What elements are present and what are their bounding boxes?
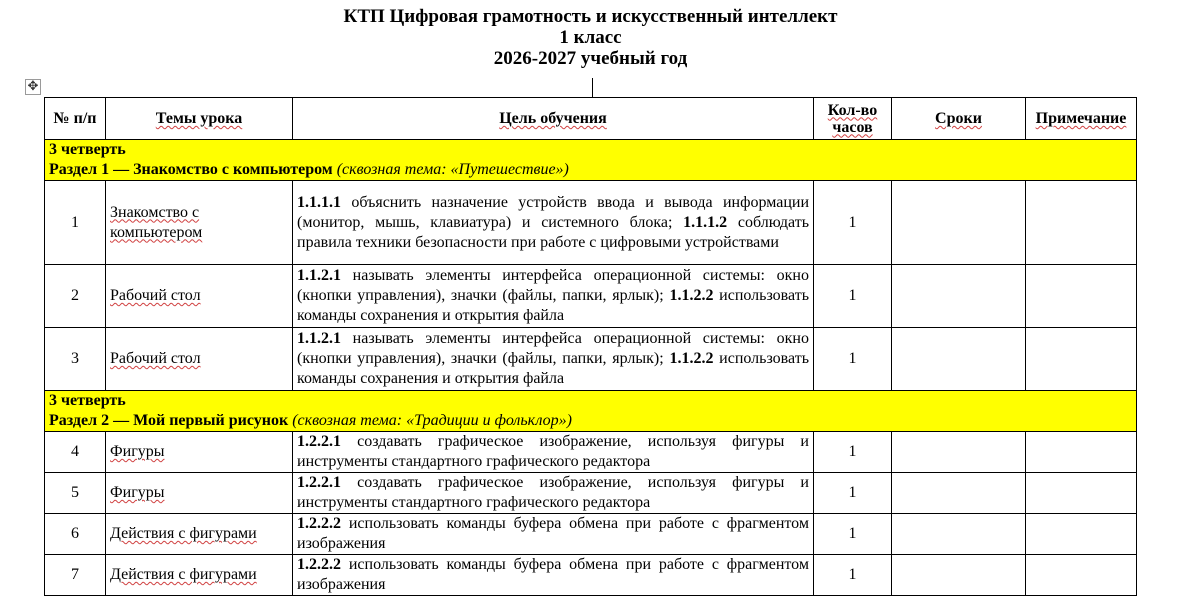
- table-row: [45, 555, 1137, 596]
- row-topic: Рабочий стол: [106, 328, 293, 391]
- row-goal: 1.2.2.1 создавать графическое изображение, используя фигуры и инструменты стандартного графического редактора: [293, 432, 814, 473]
- row-dates[interactable]: [892, 432, 1026, 473]
- section-header: [45, 391, 1137, 432]
- row-notes[interactable]: [1026, 181, 1137, 265]
- row-hours: 1: [814, 265, 892, 328]
- row-dates[interactable]: [892, 181, 1026, 265]
- table-row: [45, 181, 1137, 265]
- table-header-row: [45, 98, 1137, 140]
- row-notes[interactable]: [1026, 473, 1137, 514]
- row-dates[interactable]: [892, 328, 1026, 391]
- section-label: Раздел 2 — Мой первый рисунок: [49, 412, 289, 429]
- row-notes[interactable]: [1026, 555, 1137, 596]
- row-dates[interactable]: [892, 265, 1026, 328]
- row-goal: 1.2.2.2 использовать команды буфера обмена при работе с фрагментом изображения: [293, 514, 814, 555]
- row-topic: Действия с фигурами: [106, 555, 293, 596]
- table-row: [45, 473, 1137, 514]
- table-move-handle-icon[interactable]: ✥: [25, 79, 41, 95]
- row-topic: Действия с фигурами: [106, 514, 293, 555]
- row-notes[interactable]: [1026, 328, 1137, 391]
- section-quarter: 3 четверть: [49, 141, 126, 158]
- row-num: 7: [45, 555, 106, 596]
- row-num: 5: [45, 473, 106, 514]
- row-notes[interactable]: [1026, 265, 1137, 328]
- row-dates[interactable]: [892, 473, 1026, 514]
- row-num: 1: [45, 181, 106, 265]
- header-topic: Темы урока: [106, 98, 293, 140]
- section-cross-theme: (сквозная тема: «Традиции и фольклор»): [292, 412, 572, 429]
- row-num: 3: [45, 328, 106, 391]
- document-title: [0, 6, 1181, 69]
- section-row: [45, 391, 1137, 432]
- section-label: Раздел 1 — Знакомство с компьютером: [49, 161, 333, 178]
- row-num: 6: [45, 514, 106, 555]
- section-cross-theme: (сквозная тема: «Путешествие»): [336, 161, 569, 178]
- row-topic: Фигуры: [106, 432, 293, 473]
- row-hours: 1: [814, 181, 892, 265]
- title-line-1: КТП Цифровая грамотность и искусственный интеллект: [343, 6, 838, 27]
- row-dates[interactable]: [892, 555, 1026, 596]
- row-goal: 1.2.2.1 создавать графическое изображение, используя фигуры и инструменты стандартного графического редактора: [293, 473, 814, 514]
- title-line-3: 2026-2027 учебный год: [493, 48, 688, 69]
- section-quarter: 3 четверть: [49, 392, 126, 409]
- header-dates: Сроки: [892, 98, 1026, 140]
- section-row: [45, 140, 1137, 181]
- row-topic: Знакомство с компьютером: [106, 181, 293, 265]
- row-topic: Рабочий стол: [106, 265, 293, 328]
- header-goal: Цель обучения: [293, 98, 814, 140]
- table-row: [45, 328, 1137, 391]
- row-dates[interactable]: [892, 514, 1026, 555]
- row-notes[interactable]: [1026, 514, 1137, 555]
- row-notes[interactable]: [1026, 432, 1137, 473]
- header-hours: Кол-во часов: [814, 98, 892, 140]
- ktp-table: [44, 97, 1137, 596]
- row-num: 2: [45, 265, 106, 328]
- row-hours: 1: [814, 432, 892, 473]
- text-cursor: [592, 78, 593, 98]
- header-num: № п/п: [45, 98, 106, 140]
- row-goal: 1.1.2.1 называть элементы интерфейса операционной системы: окно (кнопки управления), значки (файлы, папки, ярлык); 1.1.2.2 использовать команды сохранения и открытия файла: [293, 328, 814, 391]
- row-goal: 1.1.2.1 называть элементы интерфейса операционной системы: окно (кнопки управления), значки (файлы, папки, ярлык); 1.1.2.2 использовать команды сохранения и открытия файла: [293, 265, 814, 328]
- header-notes: Примечание: [1026, 98, 1137, 140]
- row-topic: Фигуры: [106, 473, 293, 514]
- row-hours: 1: [814, 328, 892, 391]
- row-hours: 1: [814, 473, 892, 514]
- table-row: [45, 432, 1137, 473]
- table-row: [45, 514, 1137, 555]
- row-num: 4: [45, 432, 106, 473]
- section-header: [45, 140, 1137, 181]
- row-goal: 1.1.1.1 объяснить назначение устройств ввода и вывода информации (монитор, мышь, клавиатура) и системного блока; 1.1.1.2 соблюдать правила техники безопасности при работе с цифровыми устройствами: [293, 181, 814, 265]
- row-goal: 1.2.2.2 использовать команды буфера обмена при работе с фрагментом изображения: [293, 555, 814, 596]
- title-line-2: 1 класс: [559, 27, 622, 48]
- row-hours: 1: [814, 555, 892, 596]
- table-row: [45, 265, 1137, 328]
- row-hours: 1: [814, 514, 892, 555]
